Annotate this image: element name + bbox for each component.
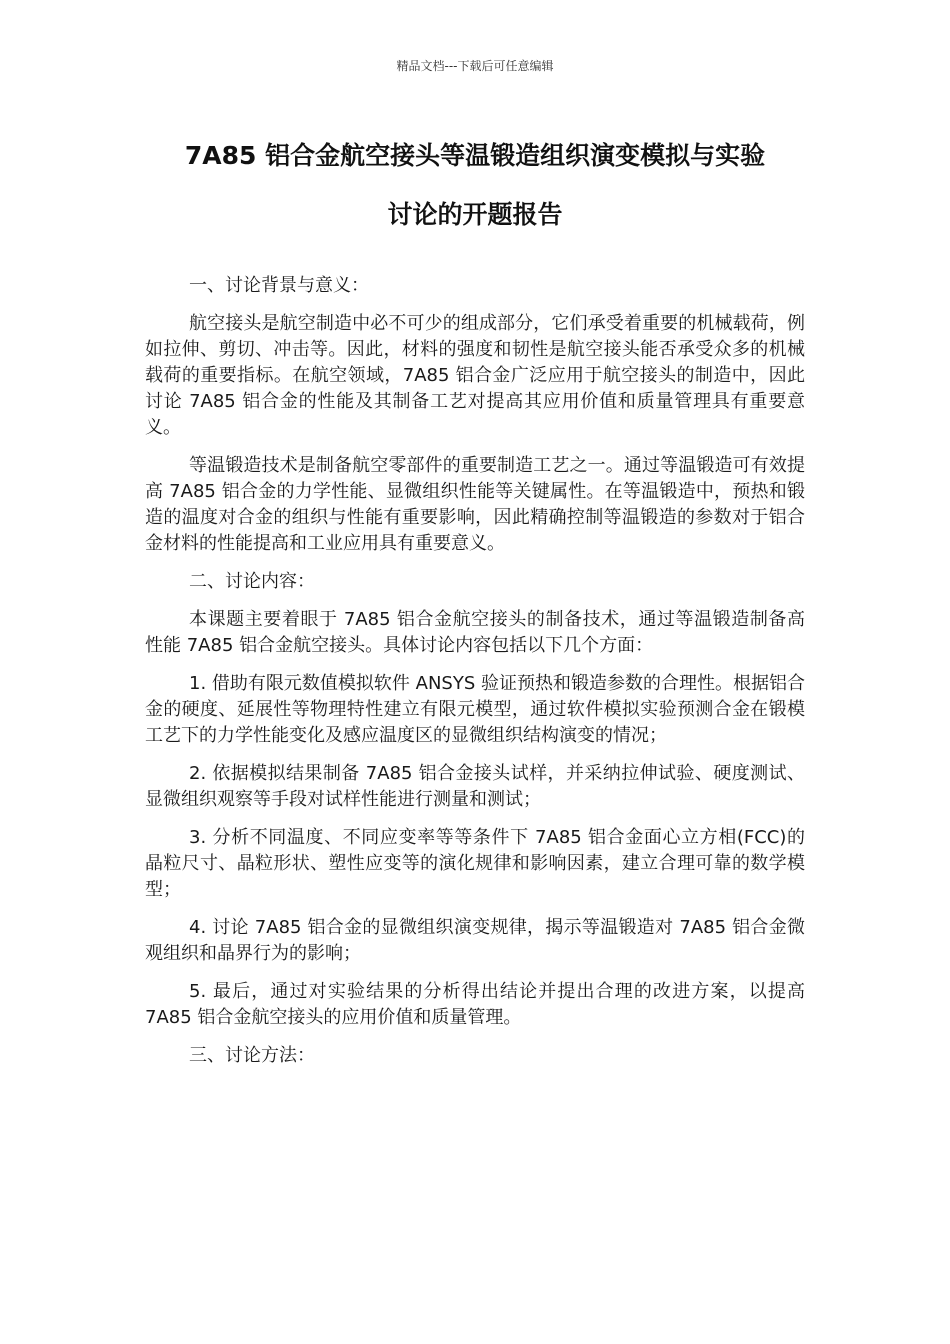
document-body [145,273,805,1081]
list-item-4: 4. 讨论 7A85 铝合金的显微组织演变规律，揭示等温锻造对 7A85 铝合金微观组织和晶界行为的影响； [145,917,805,964]
list-item-2: 2. 依据模拟结果制备 7A85 铝合金接头试样，并采纳拉伸试验、硬度测试、显微组织观察等手段对试样性能进行测量和测试； [145,763,805,810]
paragraph-background-1: 航空接头是航空制造中必不可少的组成部分，它们承受着重要的机械载荷，例如拉伸、剪切、冲击等。因此，材料的强度和韧性是航空接头能否承受众多的机械载荷的重要指标。在航空领域，7A85 铝合金广泛应用于航空接头的制造中，因此讨论 7A85 铝合金的性能及其制备工艺对提高其应用价值和质量管理具有重要意义。 [145,313,805,438]
document-title-line-1: 7A85 铝合金航空接头等温锻造组织演变模拟与实验 [184,141,766,170]
paragraph-content-intro: 本课题主要着眼于 7A85 铝合金航空接头的制备技术，通过等温锻造制备高性能 7A85 铝合金航空接头。具体讨论内容包括以下几个方面： [145,609,805,656]
document-title-line-2: 讨论的开题报告 [387,200,563,229]
list-item-3: 3. 分析不同温度、不同应变率等等条件下 7A85 铝合金面心立方相(FCC)的晶粒尺寸、晶粒形状、塑性应变等的演化规律和影响因素，建立合理可靠的数学模型； [145,827,805,900]
section-heading-content: 二、讨论内容： [189,571,315,592]
section-heading-background: 一、讨论背景与意义： [189,275,369,296]
list-item-5: 5. 最后，通过对实验结果的分析得出结论并提出合理的改进方案，以提高 7A85 铝合金航空接头的应用价值和质量管理。 [145,981,805,1028]
section-heading-method: 三、讨论方法： [189,1045,315,1066]
header-note: 精品文档---下载后可任意编辑 [396,59,554,73]
paragraph-background-2: 等温锻造技术是制备航空零部件的重要制造工艺之一。通过等温锻造可有效提高 7A85 铝合金的力学性能、显微组织性能等关键属性。在等温锻造中，预热和锻造的温度对合金的组织与性能有重要影响，因此精确控制等温锻造的参数对于铝合金材料的性能提高和工业应用具有重要意义。 [145,455,805,554]
list-item-1: 1. 借助有限元数值模拟软件 ANSYS 验证预热和锻造参数的合理性。根据铝合金的硬度、延展性等物理特性建立有限元模型，通过软件模拟实验预测合金在锻模工艺下的力学性能变化及感应温度区的显微组织结构演变的情况； [145,673,805,746]
